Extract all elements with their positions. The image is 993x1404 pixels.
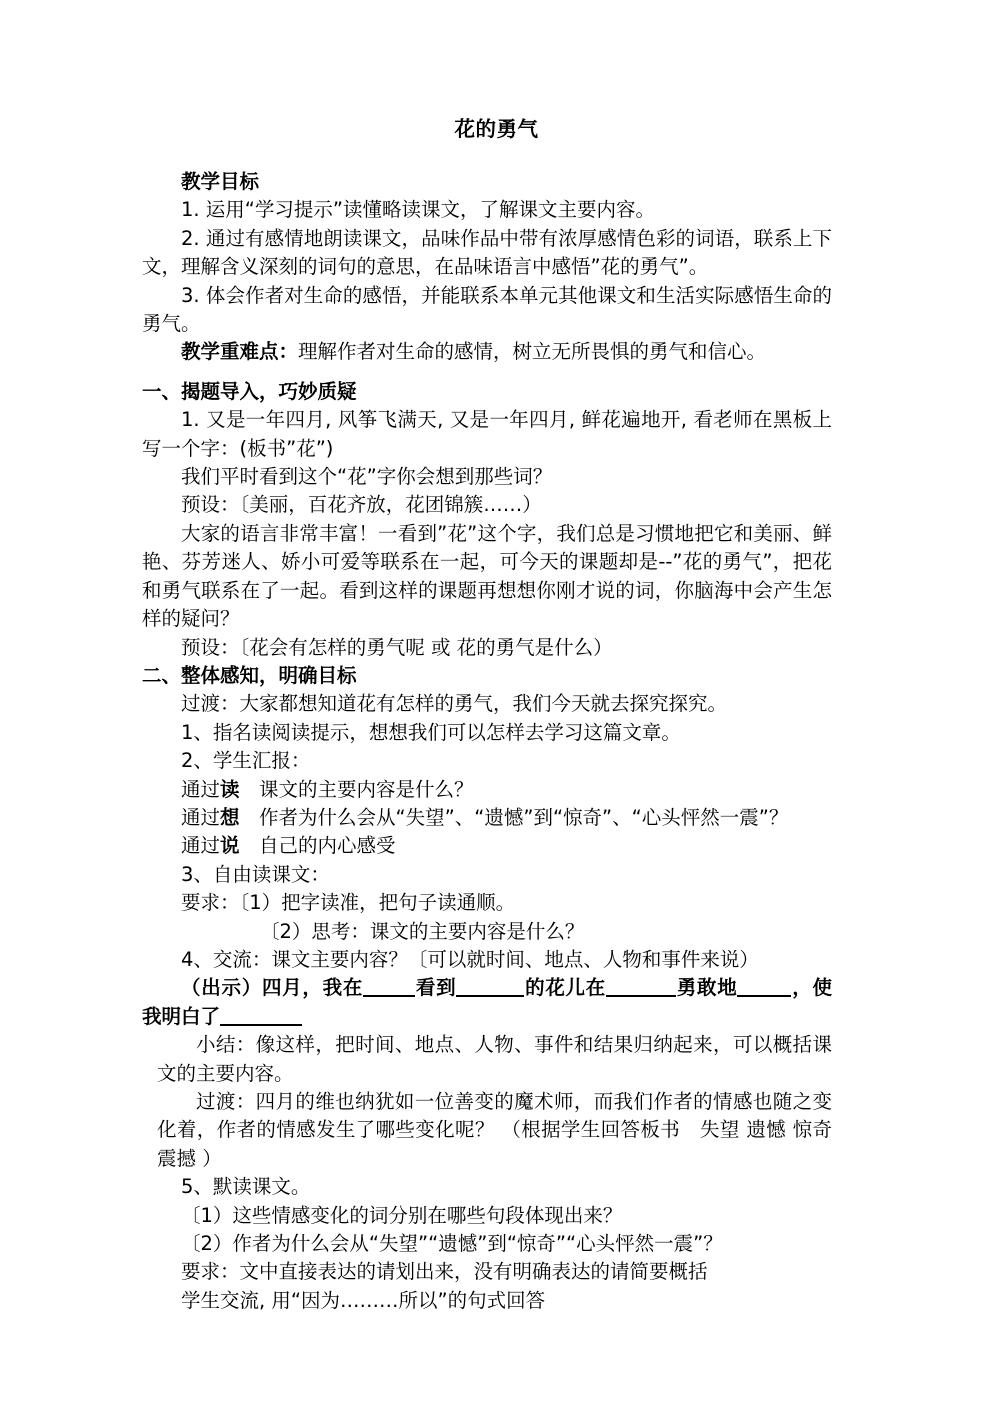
section-one-item-1: 1. 又是一年四月, 风筝飞满天, 又是一年四月, 鲜花遍地开, 看老师在黑板上写一个字：(板书”花”): [142, 408, 832, 460]
heading-teaching-objectives: 教学目标: [181, 170, 260, 193]
through-reading-line: [142, 776, 832, 804]
section-one-item-3: 预设：〔美丽，百花齐放，花团锦簇……）: [181, 493, 542, 517]
bold-char-say: 说: [220, 834, 240, 858]
fill-in-part-5: ，使我明白了: [142, 976, 832, 1028]
summary-paragraph: 小结：像这样，把时间、地点、人物、事件和结果归纳起来，可以概括课文的主要内容。: [157, 1033, 832, 1085]
heading-section-one: 一、揭题导入，巧妙质疑: [142, 379, 357, 403]
requirement-1: 要求：〔1）把字读准，把句子读通顺。: [181, 891, 516, 915]
section-one-item-2: 我们平时看到这个“花”字你会想到那些词？: [181, 465, 553, 489]
paragraph-spacer: [142, 367, 832, 378]
through-speaking-line: [142, 832, 832, 860]
through-prefix-say: 通过: [181, 834, 221, 858]
blank-field-1[interactable]: [363, 977, 415, 997]
section-two-item-4: 4、交流：课文主要内容？〔可以就时间、地点、人物和事件来说）: [181, 947, 759, 971]
key-difficulty-text: 理解作者对生命的感情，树立无所畏惧的勇气和信心。: [298, 340, 767, 364]
through-prefix-read: 通过: [181, 777, 221, 801]
question-1: 〔1）这些情感变化的词分别在哪些句段体现出来？: [181, 1203, 623, 1227]
through-think-text: 作者为什么会从“失望”、“遗憾”到“惊奇”、“心头怦然一震”？: [239, 805, 789, 829]
section-two-item-3: 3、自由读课文：: [181, 862, 330, 886]
through-prefix-think: 通过: [181, 805, 221, 829]
objective-item-2: 2. 通过有感情地朗读课文，品味作品中带有浓厚感情色彩的词语，联系上下文，理解含义深刻的词句的意思，在品味语言中感悟”花的勇气”。: [142, 226, 832, 279]
objective-item-3: 3. 体会作者对生命的感悟，并能联系本单元其他课文和生活实际感悟生命的勇气。: [142, 283, 832, 336]
page-title: 花的勇气: [454, 117, 539, 141]
section-one-item-5: 预设：〔花会有怎样的勇气呢 或 花的勇气是什么）: [181, 635, 613, 659]
heading-section-two: 二、整体感知，明确目标: [142, 663, 357, 687]
document-body: [142, 168, 832, 1315]
section-two-item-1: 1、指名读阅读提示，想想我们可以怎样去学习这篇文章。: [181, 720, 681, 744]
bold-char-think: 想: [220, 805, 240, 829]
through-read-text: 课文的主要内容是什么？: [239, 777, 474, 801]
key-difficulty-label: 教学重难点：: [181, 340, 299, 364]
objective-item-1: 1. 运用“学习提示”读懂略读课文，了解课文主要内容。: [181, 198, 656, 222]
question-2: 〔2）作者为什么会从“失望”“遗憾”到“惊奇”“心头怦然一震”？: [181, 1232, 723, 1256]
fill-in-part-2: 看到: [415, 976, 457, 1000]
fill-in-part-1: （出示）四月，我在: [181, 976, 364, 1000]
final-line: 学生交流, 用“因为………所以”的句式回答: [181, 1288, 546, 1312]
transition-paragraph-2: 过渡：四月的维也纳犹如一位善变的魔术师，而我们作者的情感也随之变化着，作者的情感发生了哪些变化呢？ （根据学生回答板书 失望 遗憾 惊奇 震撼 ）: [157, 1090, 832, 1170]
section-one-item-4: 大家的语言非常丰富！一看到”花”这个字，我们总是习惯地把它和美丽、鲜艳、芬芳迷人、娇小可爱等联系在一起，可今天的课题却是--”花的勇气”，把花和勇气联系在了一起。看到这样的课题再想想你刚才说的词，你脑海中会产生怎样的疑问？: [142, 521, 832, 631]
fill-in-blank-sentence: [142, 974, 832, 1031]
section-two-transition: 过渡：大家都想知道花有怎样的勇气，我们今天就去探究探究。: [181, 692, 728, 716]
requirement-2: 〔2）思考：课文的主要内容是什么？: [260, 919, 585, 943]
through-say-text: 自己的内心感受: [239, 834, 396, 858]
through-thinking-line: [142, 804, 832, 832]
requirement-final: 要求：文中直接表达的请划出来，没有明确表达的请简要概括: [181, 1260, 708, 1284]
blank-field-3[interactable]: [606, 977, 676, 997]
bold-char-read: 读: [220, 777, 240, 801]
section-two-item-2: 2、学生汇报：: [181, 749, 311, 773]
key-difficulty-line: [142, 338, 832, 366]
blank-field-2[interactable]: [456, 977, 524, 997]
fill-in-part-3: 的花儿在: [524, 976, 607, 1000]
blank-field-4[interactable]: [737, 977, 791, 997]
fill-in-part-4: 勇敢地: [676, 976, 738, 1000]
section-two-item-5: 5、默读课文。: [181, 1175, 311, 1199]
blank-field-5[interactable]: [220, 1006, 302, 1026]
